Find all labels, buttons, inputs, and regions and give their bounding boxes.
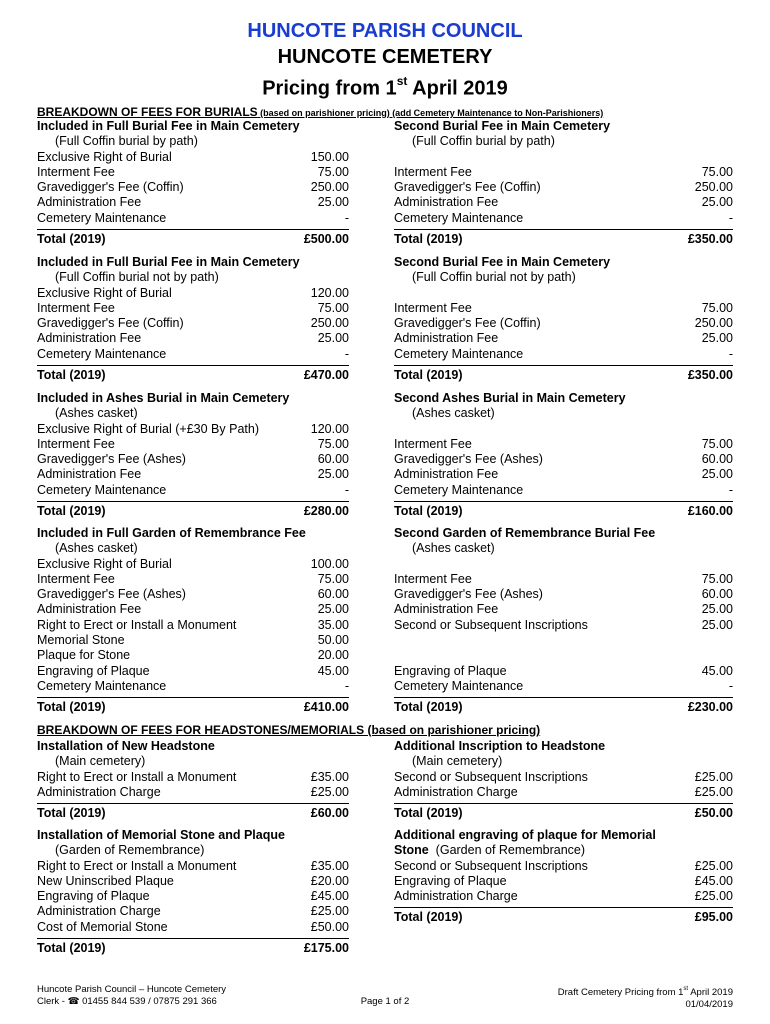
fee-label: Interment Fee — [394, 164, 472, 179]
fee-amount: - — [728, 210, 733, 225]
fee-amount: 75.00 — [317, 571, 349, 586]
fee-label: Gravedigger's Fee (Ashes) — [394, 452, 543, 467]
fee-label: Second or Subsequent Inscriptions — [394, 769, 588, 784]
fee-label: Administration Fee — [394, 195, 499, 210]
fee-amount: £20.00 — [310, 873, 349, 888]
fee-row — [37, 452, 349, 467]
total-amount: £50.00 — [694, 806, 733, 821]
block-subtitle: (Ashes casket) — [55, 541, 138, 556]
fee-amount: 60.00 — [317, 452, 349, 467]
fee-label: Gravedigger's Fee (Ashes) — [37, 452, 186, 467]
fee-label: Administration Charge — [394, 889, 518, 904]
footer-doc-title: Draft Cemetery Pricing from 1st April 2019 — [557, 986, 733, 999]
fee-row — [37, 874, 349, 889]
fee-row — [37, 859, 349, 874]
block-title: Installation of Memorial Stone and Plaque — [37, 828, 285, 842]
fee-label: Exclusive Right of Burial — [37, 285, 172, 300]
fee-amount: - — [344, 482, 349, 497]
total-label: Total (2019) — [394, 910, 463, 925]
fee-block-b1r — [394, 119, 733, 247]
fee-row — [37, 664, 349, 679]
fee-label: Interment Fee — [394, 571, 472, 586]
fee-amount: 25.00 — [317, 602, 349, 617]
fee-amount: £25.00 — [310, 784, 349, 799]
fee-row — [394, 180, 733, 195]
fee-label: Gravedigger's Fee (Coffin) — [394, 316, 541, 331]
block-title-part: Stone — [394, 843, 429, 858]
council-title: HUNCOTE PARISH COUNCIL — [247, 20, 523, 42]
total-row — [394, 697, 733, 715]
total-row — [37, 229, 349, 247]
fee-amount: 100.00 — [310, 556, 349, 571]
fee-label: Cemetery Maintenance — [394, 678, 524, 693]
fee-row — [394, 770, 733, 785]
fee-amount: 45.00 — [701, 663, 733, 678]
pricing-title: Pricing from 1st April 2019 — [262, 74, 508, 100]
fee-label: Right to Erect or Install a Monument — [37, 858, 237, 873]
fee-label: Gravedigger's Fee (Coffin) — [394, 180, 541, 195]
fee-row — [37, 483, 349, 498]
fee-label: Plaque for Stone — [37, 648, 131, 663]
fee-amount: 25.00 — [317, 195, 349, 210]
fee-amount: 250.00 — [694, 316, 733, 331]
fee-label: Right to Erect or Install a Monument — [37, 617, 237, 632]
total-row — [37, 697, 349, 715]
total-amount: £500.00 — [303, 232, 349, 247]
block-title: Second Garden of Remembrance Burial Fee — [394, 526, 656, 540]
fee-amount: 120.00 — [310, 285, 349, 300]
blank-line — [394, 286, 733, 301]
fee-row — [394, 347, 733, 362]
total-amount: £350.00 — [687, 232, 733, 247]
blank-line — [394, 557, 733, 572]
fee-amount: £45.00 — [310, 889, 349, 904]
total-row — [37, 803, 349, 821]
total-amount: £175.00 — [303, 941, 349, 956]
block-subtitle: (Full Coffin burial not by path) — [412, 270, 576, 285]
fee-amount: £25.00 — [694, 769, 733, 784]
fee-row — [394, 195, 733, 210]
total-label: Total (2019) — [394, 806, 463, 821]
fee-row — [37, 437, 349, 452]
fee-row — [37, 557, 349, 572]
fee-row — [394, 664, 733, 679]
fee-row — [37, 920, 349, 935]
fee-row — [37, 602, 349, 617]
fee-amount: 60.00 — [701, 452, 733, 467]
total-label: Total (2019) — [394, 368, 463, 383]
block-subtitle: (Main cemetery) — [55, 754, 146, 769]
block-title: Second Ashes Burial in Main Cemetery — [394, 391, 626, 405]
fee-block-b4l — [37, 526, 349, 715]
fee-amount: 25.00 — [701, 195, 733, 210]
footer-date: 01/04/2019 — [685, 999, 733, 1011]
fee-row — [37, 347, 349, 362]
page-number: Page 1 of 2 — [360, 996, 410, 1007]
fee-label: Administration Fee — [37, 467, 142, 482]
total-row — [394, 803, 733, 821]
fee-label: Administration Charge — [37, 784, 161, 799]
fee-row — [37, 770, 349, 785]
fee-block-b3r — [394, 391, 733, 519]
fee-amount: £25.00 — [694, 889, 733, 904]
fee-amount: 25.00 — [701, 602, 733, 617]
total-label: Total (2019) — [394, 232, 463, 247]
fee-amount: 75.00 — [701, 571, 733, 586]
fee-amount: £45.00 — [694, 873, 733, 888]
fee-row — [394, 874, 733, 889]
fee-label: Gravedigger's Fee (Ashes) — [37, 587, 186, 602]
fee-row — [394, 301, 733, 316]
fee-row — [394, 211, 733, 226]
fee-row — [37, 301, 349, 316]
footer-contact: Clerk - ☎ 01455 844 539 / 07875 291 366 — [37, 996, 217, 1007]
total-row — [37, 938, 349, 956]
total-amount: £60.00 — [310, 806, 349, 821]
total-row — [394, 365, 733, 383]
block-subtitle: (Full Coffin burial by path) — [412, 134, 555, 149]
fee-block-h2r — [394, 828, 733, 925]
fee-label: Administration Fee — [394, 602, 499, 617]
fee-amount: - — [344, 210, 349, 225]
fee-row — [37, 180, 349, 195]
blank-line — [394, 150, 733, 165]
total-amount: £470.00 — [303, 368, 349, 383]
fee-label: Cemetery Maintenance — [37, 482, 167, 497]
fee-row — [394, 165, 733, 180]
block-subtitle: (Garden of Remembrance) — [55, 843, 205, 858]
block-subtitle: (Full Coffin burial not by path) — [55, 270, 219, 285]
total-label: Total (2019) — [37, 806, 106, 821]
fee-amount: 45.00 — [317, 663, 349, 678]
total-amount: £280.00 — [303, 504, 349, 519]
fee-block-b4r — [394, 526, 733, 715]
fee-amount: £25.00 — [310, 904, 349, 919]
fee-amount: 75.00 — [317, 436, 349, 451]
fee-label: Administration Charge — [37, 904, 161, 919]
fee-amount: 75.00 — [701, 436, 733, 451]
burials-section-heading: BREAKDOWN OF FEES FOR BURIALS (based on parishioner pricing) (add Cemetery Maintenance to Non-Parishioners) — [37, 105, 604, 119]
fee-label: Interment Fee — [37, 571, 115, 586]
fee-row — [394, 618, 733, 633]
total-label: Total (2019) — [37, 941, 106, 956]
fee-amount: £25.00 — [694, 784, 733, 799]
fee-amount: 75.00 — [701, 164, 733, 179]
fee-amount: £35.00 — [310, 769, 349, 784]
fee-amount: 25.00 — [701, 617, 733, 632]
fee-label: Administration Fee — [394, 467, 499, 482]
fee-row — [37, 422, 349, 437]
block-subtitle: (Full Coffin burial by path) — [55, 134, 198, 149]
fee-row — [37, 587, 349, 602]
total-row — [37, 501, 349, 519]
fee-label: Administration Fee — [394, 331, 499, 346]
total-amount: £230.00 — [687, 700, 733, 715]
fee-label: Right to Erect or Install a Monument — [37, 769, 237, 784]
total-amount: £95.00 — [694, 910, 733, 925]
fee-label: Gravedigger's Fee (Coffin) — [37, 316, 184, 331]
fee-row — [394, 859, 733, 874]
fee-block-h1l — [37, 739, 349, 821]
total-amount: £350.00 — [687, 368, 733, 383]
block-subtitle: (Ashes casket) — [412, 406, 495, 421]
block-title: Included in Full Burial Fee in Main Cemetery — [37, 255, 300, 269]
fee-row — [37, 331, 349, 346]
blank-line — [394, 422, 733, 437]
fee-amount: 25.00 — [701, 331, 733, 346]
total-label: Total (2019) — [37, 368, 106, 383]
fee-label: Engraving of Plaque — [394, 663, 507, 678]
fee-row — [394, 785, 733, 800]
fee-amount: 50.00 — [317, 633, 349, 648]
block-title: Additional Inscription to Headstone — [394, 739, 606, 753]
total-row — [394, 229, 733, 247]
fee-row — [37, 316, 349, 331]
fee-amount: - — [344, 346, 349, 361]
fee-row — [37, 648, 349, 663]
fee-row — [37, 633, 349, 648]
fee-row — [394, 572, 733, 587]
cemetery-title: HUNCOTE CEMETERY — [277, 46, 493, 68]
fee-amount: - — [728, 482, 733, 497]
fee-label: New Uninscribed Plaque — [37, 873, 174, 888]
total-label: Total (2019) — [37, 504, 106, 519]
fee-amount: 250.00 — [310, 180, 349, 195]
fee-row — [37, 211, 349, 226]
fee-block-b2r — [394, 255, 733, 383]
fee-row — [394, 587, 733, 602]
block-title-continued — [394, 843, 733, 858]
fee-row — [394, 316, 733, 331]
fee-amount: 75.00 — [317, 300, 349, 315]
fee-label: Interment Fee — [394, 300, 472, 315]
fee-amount: - — [344, 678, 349, 693]
fee-label: Interment Fee — [37, 436, 115, 451]
fee-row — [394, 648, 733, 663]
block-subtitle: (Ashes casket) — [412, 541, 495, 556]
fee-row — [37, 904, 349, 919]
fee-label: Cemetery Maintenance — [394, 346, 524, 361]
fee-label: Memorial Stone — [37, 633, 125, 648]
fee-amount: 60.00 — [701, 587, 733, 602]
fee-row — [394, 483, 733, 498]
fee-row — [37, 889, 349, 904]
total-label: Total (2019) — [37, 700, 106, 715]
block-title: Included in Full Burial Fee in Main Cemetery — [37, 119, 300, 133]
fee-amount: 75.00 — [701, 300, 733, 315]
footer-right — [558, 984, 733, 1011]
fee-amount: 250.00 — [310, 316, 349, 331]
fee-label: Cost of Memorial Stone — [37, 919, 168, 934]
fee-row — [37, 150, 349, 165]
fee-label: Interment Fee — [394, 436, 472, 451]
headstones-section-heading: BREAKDOWN OF FEES FOR HEADSTONES/MEMORIALS (based on parishioner pricing) — [37, 723, 541, 737]
fee-amount: 25.00 — [701, 467, 733, 482]
fee-row — [394, 437, 733, 452]
fee-amount: - — [728, 346, 733, 361]
fee-row — [37, 572, 349, 587]
fee-label: Second or Subsequent Inscriptions — [394, 858, 588, 873]
fee-label: Administration Charge — [394, 784, 518, 799]
fee-label: Engraving of Plaque — [37, 889, 150, 904]
fee-label: Cemetery Maintenance — [37, 346, 167, 361]
fee-amount: - — [728, 678, 733, 693]
block-title: Additional engraving of plaque for Memorial — [394, 828, 656, 842]
fee-row — [37, 286, 349, 301]
fee-block-b2l — [37, 255, 349, 383]
fee-amount: £35.00 — [310, 858, 349, 873]
fee-amount: 150.00 — [310, 149, 349, 164]
fee-label: Administration Fee — [37, 195, 142, 210]
fee-label: Cemetery Maintenance — [394, 210, 524, 225]
block-title: Included in Full Garden of Remembrance Fee — [37, 526, 306, 540]
fee-label: Gravedigger's Fee (Coffin) — [37, 180, 184, 195]
fee-block-h1r — [394, 739, 733, 821]
fee-label: Exclusive Right of Burial (+£30 By Path) — [37, 421, 259, 436]
fee-label: Interment Fee — [37, 300, 115, 315]
fee-amount: 75.00 — [317, 164, 349, 179]
block-subtitle: (Ashes casket) — [55, 406, 138, 421]
total-row — [394, 907, 733, 925]
total-amount: £410.00 — [303, 700, 349, 715]
fee-row — [394, 602, 733, 617]
fee-label: Administration Fee — [37, 602, 142, 617]
fee-label: Cemetery Maintenance — [394, 482, 524, 497]
fee-row — [37, 679, 349, 694]
fee-block-b1l — [37, 119, 349, 247]
fee-label: Exclusive Right of Burial — [37, 149, 172, 164]
block-title-line — [394, 843, 585, 858]
block-title: Second Burial Fee in Main Cemetery — [394, 119, 611, 133]
total-row — [394, 501, 733, 519]
fee-amount: 25.00 — [317, 467, 349, 482]
total-row — [37, 365, 349, 383]
fee-row — [394, 889, 733, 904]
fee-amount: 250.00 — [694, 180, 733, 195]
fee-amount: £50.00 — [310, 919, 349, 934]
fee-amount: £25.00 — [694, 858, 733, 873]
block-title: Included in Ashes Burial in Main Cemetery — [37, 391, 290, 405]
fee-block-b3l — [37, 391, 349, 519]
block-subtitle: (Main cemetery) — [412, 754, 503, 769]
fee-amount: 25.00 — [317, 331, 349, 346]
fee-label: Exclusive Right of Burial — [37, 556, 172, 571]
fee-row — [37, 618, 349, 633]
fee-row — [394, 452, 733, 467]
block-title: Installation of New Headstone — [37, 739, 215, 753]
fee-row — [37, 467, 349, 482]
fee-amount: 35.00 — [317, 617, 349, 632]
total-label: Total (2019) — [394, 700, 463, 715]
fee-label: Cemetery Maintenance — [37, 210, 167, 225]
fee-amount: 20.00 — [317, 648, 349, 663]
block-subtitle: (Garden of Remembrance) — [428, 843, 586, 858]
fee-amount: 120.00 — [310, 421, 349, 436]
total-label: Total (2019) — [394, 504, 463, 519]
fee-row — [394, 679, 733, 694]
total-label: Total (2019) — [37, 232, 106, 247]
fee-label: Cemetery Maintenance — [37, 678, 167, 693]
fee-label: Administration Fee — [37, 331, 142, 346]
fee-label: Interment Fee — [37, 164, 115, 179]
fee-row — [37, 195, 349, 210]
fee-label: Second or Subsequent Inscriptions — [394, 617, 588, 632]
fee-label: Engraving of Plaque — [37, 663, 150, 678]
fee-row — [394, 633, 733, 648]
total-amount: £160.00 — [687, 504, 733, 519]
fee-row — [394, 467, 733, 482]
fee-block-h2l — [37, 828, 349, 956]
fee-label: Gravedigger's Fee (Ashes) — [394, 587, 543, 602]
block-title: Second Burial Fee in Main Cemetery — [394, 255, 611, 269]
fee-label: Engraving of Plaque — [394, 873, 507, 888]
fee-row — [394, 331, 733, 346]
fee-amount: 60.00 — [317, 587, 349, 602]
fee-row — [37, 165, 349, 180]
fee-row — [37, 785, 349, 800]
footer-org: Huncote Parish Council – Huncote Cemetery — [37, 984, 227, 995]
